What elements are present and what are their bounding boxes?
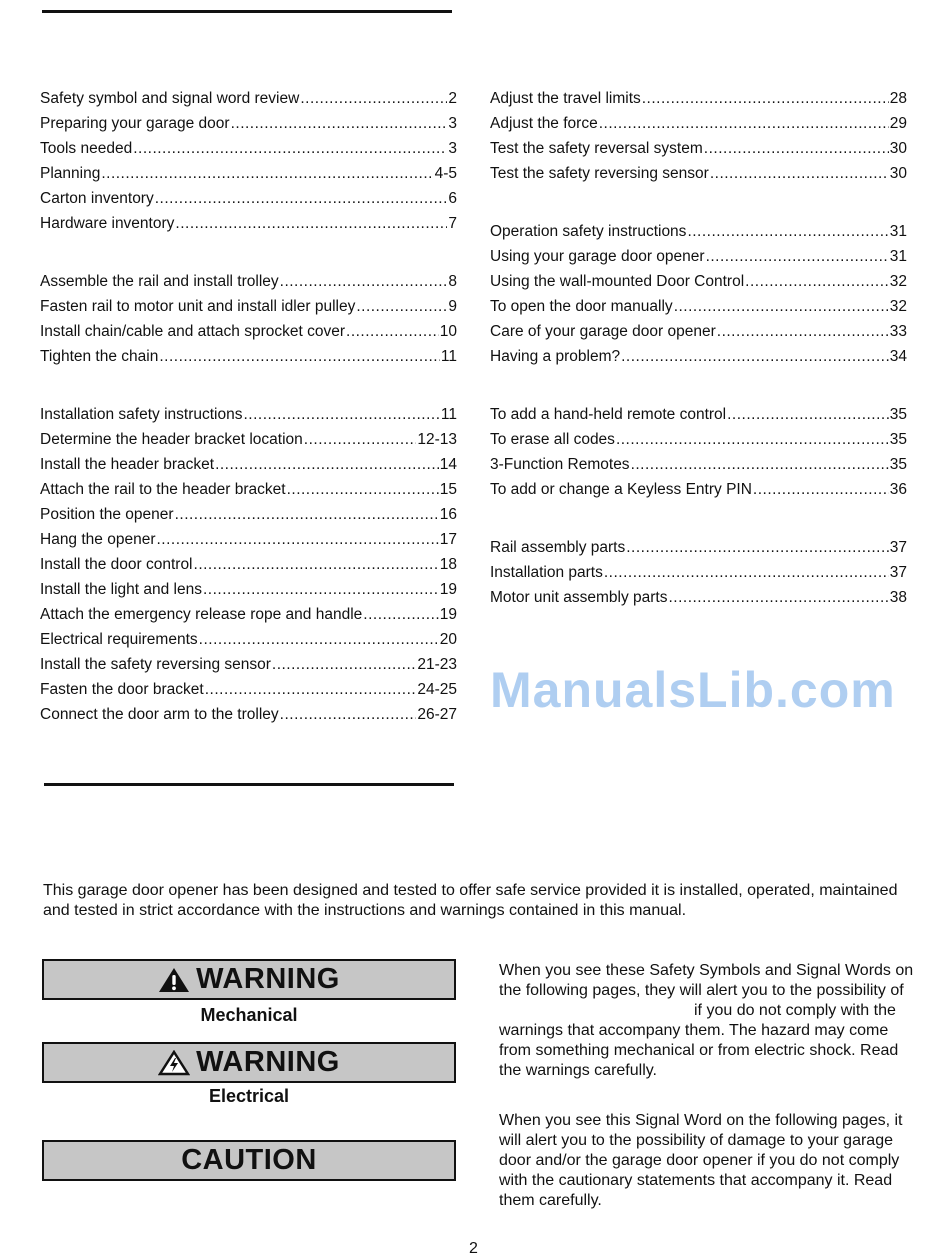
toc-entry-title: Attach the emergency release rope and handle: [40, 606, 363, 623]
toc-group: [490, 219, 907, 369]
warning-explanation-end: if you do not comply with the warnings that accompany them. The hazard may come from something mechanical or from electric shock. Read the warnings carefully.: [499, 1002, 899, 1079]
toc-entry-title: Assemble the rail and install trolley: [40, 273, 279, 290]
toc-entry-page: 24-25: [417, 681, 457, 698]
toc-entry-page: 14: [439, 456, 457, 473]
dot-leader: [287, 477, 439, 502]
warning-electrical-box: [42, 1042, 456, 1083]
toc-entry-title: Motor unit assembly parts: [490, 589, 668, 606]
toc-entry[interactable]: [40, 186, 457, 211]
toc-entry[interactable]: [490, 219, 907, 244]
toc-entry-page: 36: [889, 481, 907, 498]
toc-entry[interactable]: [490, 161, 907, 186]
dot-leader: [363, 602, 438, 627]
dot-leader: [243, 402, 439, 427]
toc-entry-page: 18: [439, 556, 457, 573]
toc-group: [490, 402, 907, 502]
dot-leader: [356, 294, 447, 319]
toc-entry-page: 20: [439, 631, 457, 648]
toc-entry-title: Having a problem?: [490, 348, 621, 365]
toc-entry-page: 3: [448, 115, 457, 132]
toc-entry-title: Operation safety instructions: [490, 223, 687, 240]
dot-leader: [101, 161, 433, 186]
toc-entry[interactable]: [40, 111, 457, 136]
dot-leader: [717, 319, 889, 344]
toc-entry-page: 26-27: [417, 706, 457, 723]
toc-entry-page: 33: [889, 323, 907, 340]
toc-entry[interactable]: [40, 294, 457, 319]
toc-entry-title: Connect the door arm to the trolley: [40, 706, 279, 723]
toc-entry-title: Carton inventory: [40, 190, 154, 207]
toc-entry-page: 15: [439, 481, 457, 498]
toc-entry-page: 31: [889, 223, 907, 240]
page-number: 2: [469, 1240, 478, 1257]
dot-leader: [155, 186, 448, 211]
toc-entry[interactable]: [40, 702, 457, 727]
toc-entry-title: Install the header bracket: [40, 456, 215, 473]
toc-entry[interactable]: [490, 585, 907, 610]
toc-entry-title: Using the wall-mounted Door Control: [490, 273, 745, 290]
electrical-caption: Electrical: [208, 1086, 290, 1106]
toc-entry-title: Install the safety reversing sensor: [40, 656, 271, 673]
toc-entry[interactable]: [40, 602, 457, 627]
toc-entry-page: 35: [889, 456, 907, 473]
toc-entry-title: Safety symbol and signal word review: [40, 90, 300, 107]
toc-entry-title: 3-Function Remotes: [490, 456, 630, 473]
toc-entry-title: Test the safety reversing sensor: [490, 165, 709, 182]
caution-label: CAUTION: [181, 1144, 317, 1176]
toc-entry[interactable]: [490, 427, 907, 452]
toc-entry-page: 29: [889, 115, 907, 132]
toc-entry[interactable]: [490, 344, 907, 369]
toc-right-column: [490, 86, 907, 643]
toc-entry[interactable]: [490, 111, 907, 136]
mechanical-caption: Mechanical: [200, 1005, 298, 1025]
toc-entry[interactable]: [490, 402, 907, 427]
toc-entry-title: Test the safety reversal system: [490, 140, 703, 157]
toc-entry[interactable]: [40, 136, 457, 161]
dot-leader: [194, 552, 439, 577]
toc-entry-title: Planning: [40, 165, 101, 182]
warning-explanation: [499, 961, 919, 1081]
warning-explanation-start: When you see these Safety Symbols and Signal Words on the following pages, they will alert you to the possibility of: [499, 962, 914, 999]
toc-entry[interactable]: [490, 86, 907, 111]
toc-entry-page: 16: [439, 506, 457, 523]
dot-leader: [668, 585, 888, 610]
toc-entry-title: Hardware inventory: [40, 215, 175, 232]
toc-entry-page: 12-13: [417, 431, 457, 448]
toc-entry-page: 11: [440, 406, 457, 423]
toc-entry-title: Position the opener: [40, 506, 174, 523]
toc-entry[interactable]: [40, 86, 457, 111]
toc-entry-title: Adjust the force: [490, 115, 598, 132]
toc-entry-title: Hang the opener: [40, 531, 156, 548]
toc-entry-title: Tools needed: [40, 140, 133, 157]
toc-entry-page: 35: [889, 431, 907, 448]
toc-entry-page: 32: [889, 298, 907, 315]
dot-leader: [631, 452, 889, 477]
toc-entry-title: Fasten the door bracket: [40, 681, 204, 698]
toc-entry[interactable]: [40, 211, 457, 236]
section-rule: [44, 783, 454, 786]
dot-leader: [300, 86, 447, 111]
dot-leader: [599, 111, 889, 136]
toc-entry-page: 19: [439, 606, 457, 623]
toc-entry-page: 8: [448, 273, 457, 290]
toc-entry-title: To add a hand-held remote control: [490, 406, 727, 423]
toc-entry-page: 31: [889, 248, 907, 265]
toc-entry-page: 30: [889, 165, 907, 182]
toc-entry-page: 35: [889, 406, 907, 423]
toc-entry-page: 4-5: [434, 165, 457, 182]
toc-entry[interactable]: [40, 161, 457, 186]
toc-entry-page: 32: [889, 273, 907, 290]
toc-entry[interactable]: [490, 319, 907, 344]
watermark: ManualsLib.com: [490, 662, 896, 718]
toc-entry-title: Using your garage door opener: [490, 248, 705, 265]
toc-entry-page: 38: [889, 589, 907, 606]
warning-mechanical-label: WARNING: [196, 963, 340, 995]
warning-electrical-label: WARNING: [196, 1046, 340, 1078]
dot-leader: [753, 477, 889, 502]
toc-entry-page: 34: [889, 348, 907, 365]
toc-entry-title: Install chain/cable and attach sprocket cover: [40, 323, 346, 340]
intro-paragraph: This garage door opener has been designed and tested to offer safe service provided it is installed, operated, maintained and tested in strict accordance with the instructions and warnings contained in this manual.: [43, 882, 898, 919]
toc-entry[interactable]: [490, 136, 907, 161]
toc-entry-page: 37: [889, 539, 907, 556]
toc-entry[interactable]: [490, 269, 907, 294]
caution-explanation: When you see this Signal Word on the following pages, it will alert you to the possibility of damage to your garage door and/or the garage door opener if you do not comply with the cautionary statements that accompany it. Read them carefully.: [499, 1112, 903, 1209]
toc-entry-title: To erase all codes: [490, 431, 615, 448]
dot-leader: [626, 535, 889, 560]
toc-entry-page: 10: [439, 323, 457, 340]
toc-entry-title: Attach the rail to the header bracket: [40, 481, 286, 498]
dot-leader: [616, 427, 889, 452]
dot-leader: [215, 452, 439, 477]
dot-leader: [727, 402, 889, 427]
warning-triangle-icon: [158, 967, 190, 993]
toc-entry-page: 37: [889, 564, 907, 581]
toc-entry[interactable]: [490, 535, 907, 560]
toc-entry[interactable]: [490, 452, 907, 477]
toc-left-column: [40, 86, 457, 760]
dot-leader: [621, 344, 889, 369]
toc-entry-title: Adjust the travel limits: [490, 90, 641, 107]
toc-entry-title: Installation safety instructions: [40, 406, 243, 423]
top-rule: [42, 10, 452, 13]
toc-entry[interactable]: [40, 477, 457, 502]
toc-entry[interactable]: [40, 269, 457, 294]
toc-entry[interactable]: [490, 244, 907, 269]
toc-group: [490, 86, 907, 186]
toc-entry-title: To open the door manually: [490, 298, 673, 315]
toc-entry-page: 2: [448, 90, 457, 107]
toc-entry-page: 3: [448, 140, 457, 157]
toc-entry-title: Tighten the chain: [40, 348, 159, 365]
toc-group: [40, 402, 457, 727]
dot-leader: [272, 652, 416, 677]
toc-entry-title: Install the door control: [40, 556, 193, 573]
toc-entry-title: Rail assembly parts: [490, 539, 626, 556]
dot-leader: [704, 136, 889, 161]
dot-leader: [706, 244, 889, 269]
toc-entry-page: 19: [439, 581, 457, 598]
dot-leader: [175, 211, 447, 236]
dot-leader: [156, 527, 438, 552]
dot-leader: [642, 86, 889, 111]
toc-entry-page: 21-23: [417, 656, 457, 673]
warning-mechanical-box: [42, 959, 456, 1000]
toc-entry[interactable]: [40, 319, 457, 344]
dot-leader: [687, 219, 888, 244]
dot-leader: [745, 269, 889, 294]
caution-box: [42, 1140, 456, 1181]
toc-entry-page: 7: [448, 215, 457, 232]
toc-entry-title: Electrical requirements: [40, 631, 198, 648]
dot-leader: [205, 677, 417, 702]
dot-leader: [199, 627, 439, 652]
toc-entry-page: 30: [889, 140, 907, 157]
dot-leader: [231, 111, 448, 136]
toc-entry[interactable]: [490, 294, 907, 319]
dot-leader: [175, 502, 439, 527]
toc-entry[interactable]: [40, 577, 457, 602]
toc-entry-page: 9: [448, 298, 457, 315]
toc-entry[interactable]: [40, 402, 457, 427]
toc-entry[interactable]: [40, 677, 457, 702]
toc-entry-title: Preparing your garage door: [40, 115, 230, 132]
toc-entry[interactable]: [40, 427, 457, 452]
dot-leader: [133, 136, 447, 161]
dot-leader: [346, 319, 439, 344]
dot-leader: [304, 427, 417, 452]
toc-entry[interactable]: [40, 502, 457, 527]
dot-leader: [203, 577, 439, 602]
toc-entry[interactable]: [40, 627, 457, 652]
toc-entry[interactable]: [40, 552, 457, 577]
toc-entry-title: Install the light and lens: [40, 581, 202, 598]
toc-group: [40, 269, 457, 369]
electric-shock-icon: [158, 1050, 190, 1076]
toc-entry-title: Care of your garage door opener: [490, 323, 716, 340]
toc-entry[interactable]: [40, 452, 457, 477]
dot-leader: [280, 702, 417, 727]
dot-leader: [710, 161, 889, 186]
dot-leader: [280, 269, 448, 294]
toc-entry[interactable]: [40, 344, 457, 369]
dot-leader: [604, 560, 889, 585]
dot-leader: [159, 344, 440, 369]
toc-entry-title: Fasten rail to motor unit and install idler pulley: [40, 298, 356, 315]
toc-entry[interactable]: [40, 652, 457, 677]
toc-group: [490, 535, 907, 610]
toc-group: [40, 86, 457, 236]
toc-entry[interactable]: [490, 560, 907, 585]
toc-entry-title: To add or change a Keyless Entry PIN: [490, 481, 752, 498]
toc-entry-title: Installation parts: [490, 564, 603, 581]
dot-leader: [674, 294, 889, 319]
toc-entry-page: 28: [889, 90, 907, 107]
toc-entry-title: Determine the header bracket location: [40, 431, 303, 448]
toc-entry-page: 17: [439, 531, 457, 548]
toc-entry-page: 11: [440, 348, 457, 365]
toc-entry-page: 6: [448, 190, 457, 207]
toc-entry[interactable]: [490, 477, 907, 502]
toc-entry[interactable]: [40, 527, 457, 552]
